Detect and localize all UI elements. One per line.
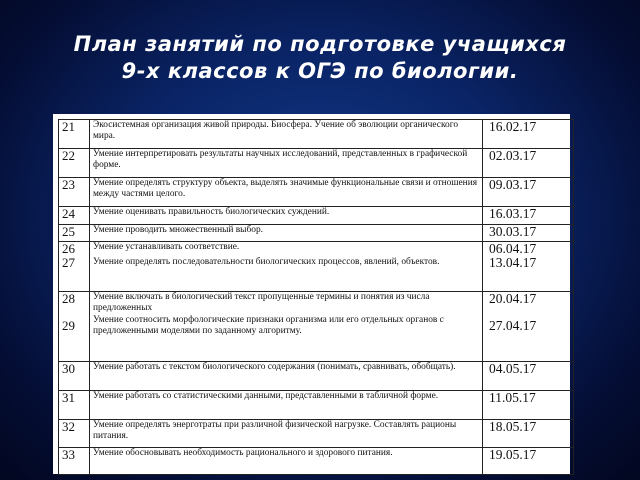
lesson-topic: Экосистемная организация живой природы. Биосфера. Учение об эволюции органического мира. — [90, 120, 483, 149]
table-row — [59, 362, 574, 391]
lesson-date: 19.05.17 — [483, 448, 574, 475]
lesson-date-pair — [483, 292, 574, 362]
lesson-topic: Умение соотносить морфологические признаки организма или его отдельных органов с предложенными моделями по заданному алгоритму. — [93, 315, 444, 336]
lesson-number: 27 — [62, 255, 75, 270]
schedule-sheet — [53, 114, 570, 474]
lesson-topic: Умение обосновывать необходимость рационального и здорового питания. — [90, 448, 483, 475]
lesson-date: 27.04.17 — [489, 318, 537, 333]
table-row — [59, 120, 574, 149]
lesson-topic: Умение работать с текстом биологического содержания (понимать, сравнивать, обобщать). — [90, 362, 483, 391]
lesson-number: 28 — [62, 291, 75, 306]
lesson-topic: Умение определять структуру объекта, выделять значимые функциональные связи и отношения между частями целого. — [90, 178, 483, 207]
lesson-number: 25 — [59, 225, 90, 242]
lesson-date: 09.03.17 — [483, 178, 574, 207]
lesson-date: 16.02.17 — [483, 120, 574, 149]
lesson-number: 23 — [59, 178, 90, 207]
lesson-number: 24 — [59, 207, 90, 225]
lesson-topic-pair — [90, 242, 483, 292]
table-row — [59, 149, 574, 178]
lesson-topic: Умение устанавливать соответствие. — [93, 242, 240, 252]
lesson-number: 26 — [62, 241, 75, 256]
page-title — [0, 31, 640, 85]
lesson-number: 21 — [59, 120, 90, 149]
table-row — [59, 420, 574, 448]
lesson-topic: Умение проводить множественный выбор. — [90, 225, 483, 242]
lesson-topic: Умение интерпретировать результаты научных исследований, представленных в графической форме. — [90, 149, 483, 178]
lesson-number: 30 — [59, 362, 90, 391]
table-row — [59, 207, 574, 225]
table-row — [59, 292, 574, 362]
table-row — [59, 225, 574, 242]
table-row — [59, 178, 574, 207]
lesson-topic: Умение определять последовательности биологических процессов, явлений, объектов. — [93, 256, 440, 267]
lesson-date: 18.05.17 — [483, 420, 574, 448]
lesson-date: 16.03.17 — [483, 207, 574, 225]
lesson-topic-pair — [90, 292, 483, 362]
lesson-date: 06.04.17 — [489, 241, 537, 256]
lesson-number-pair — [59, 292, 90, 362]
title-line-1: План занятий по подготовке учащихся — [73, 32, 567, 56]
title-line-2: 9-х классов к ОГЭ по биологии. — [121, 59, 519, 83]
lesson-date: 13.04.17 — [489, 255, 537, 270]
schedule-table — [58, 119, 574, 475]
lesson-date-pair — [483, 242, 574, 292]
table-row — [59, 448, 574, 475]
table-row — [59, 242, 574, 292]
lesson-number: 31 — [59, 391, 90, 420]
lesson-number: 22 — [59, 149, 90, 178]
lesson-date: 04.05.17 — [483, 362, 574, 391]
lesson-number: 29 — [62, 318, 75, 333]
lesson-date: 30.03.17 — [483, 225, 574, 242]
lesson-number: 32 — [59, 420, 90, 448]
lesson-topic: Умение работать со статистическими данными, представленными в табличной форме. — [90, 391, 483, 420]
lesson-topic: Умение включать в биологический текст пропущенные термины и понятия из числа предложенных — [93, 292, 430, 313]
lesson-topic: Умение оценивать правильность биологических суждений. — [90, 207, 483, 225]
lesson-number-pair — [59, 242, 90, 292]
lesson-date: 02.03.17 — [483, 149, 574, 178]
lesson-date: 20.04.17 — [489, 291, 537, 306]
lesson-topic: Умение определять энерготраты при различной физической нагрузке. Составлять рационы питания. — [90, 420, 483, 448]
lesson-number: 33 — [59, 448, 90, 475]
table-row — [59, 391, 574, 420]
lesson-date: 11.05.17 — [483, 391, 574, 420]
